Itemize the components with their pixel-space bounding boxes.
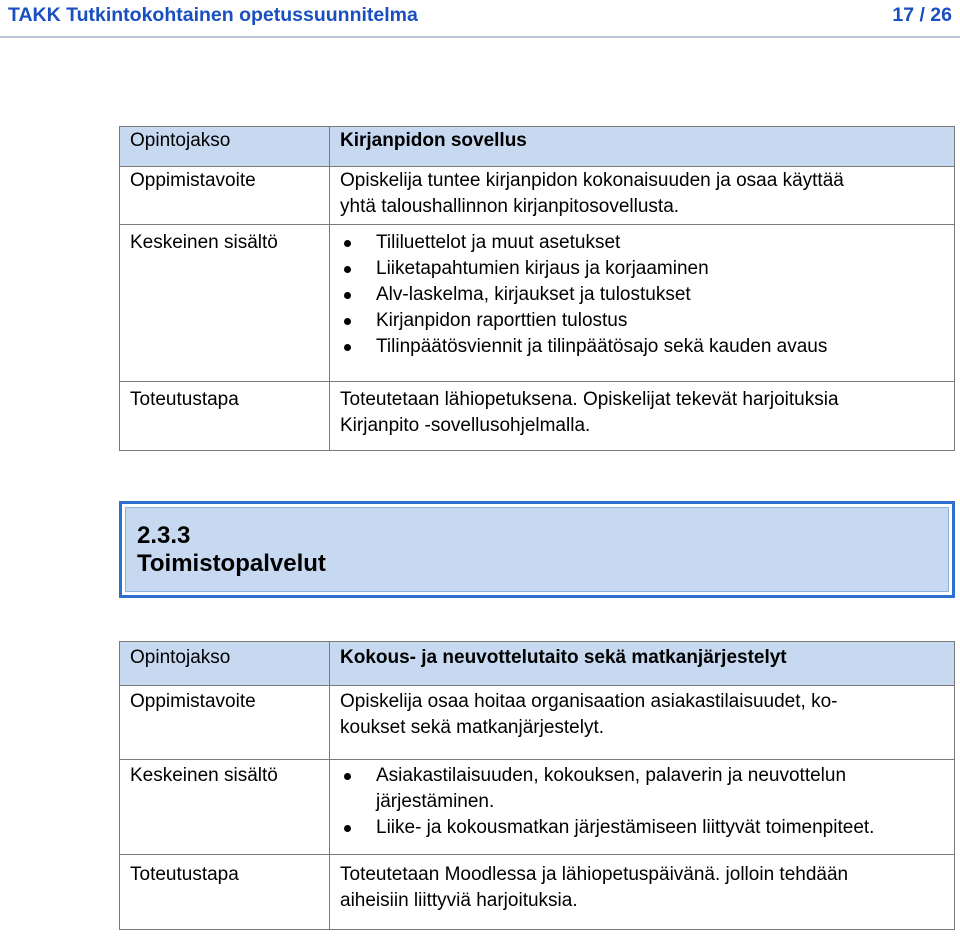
method-text <box>330 855 955 930</box>
list-item: Kirjanpidon raporttien tulostus <box>340 308 944 334</box>
content-list <box>340 230 944 360</box>
list-item: Liiketapahtumien kirjaus ja korjaaminen <box>340 256 944 282</box>
content-list-cell <box>330 760 955 855</box>
course-label: Opintojakso <box>120 127 330 167</box>
list-item: Alv-laskelma, kirjaukset ja tulostukset <box>340 282 944 308</box>
content-row <box>120 225 955 382</box>
method-row <box>120 855 955 930</box>
content-label: Keskeinen sisältö <box>120 760 330 855</box>
goal-label: Oppimistavoite <box>120 167 330 225</box>
goal-text <box>330 167 955 225</box>
section-number: 2.3.3 <box>137 522 191 549</box>
course-row <box>120 127 955 167</box>
method-label: Toteutustapa <box>120 855 330 930</box>
course-name: Kirjanpidon sovellus <box>330 127 955 167</box>
method-line: Kirjanpito -sovellusohjelmalla. <box>340 415 591 436</box>
course-label: Opintojakso <box>120 642 330 686</box>
method-line: Toteutetaan lähiopetuksena. Opiskelijat tekevät harjoituksia <box>340 389 839 410</box>
content-label: Keskeinen sisältö <box>120 225 330 382</box>
page-number: 17 / 26 <box>892 4 952 26</box>
method-line: Toteutetaan Moodlessa ja lähiopetuspäivänä. jolloin tehdään <box>340 864 849 885</box>
list-item: Tililuettelot ja muut asetukset <box>340 230 944 256</box>
content-list-cell <box>330 225 955 382</box>
course-table-kokous-ja-neuvottelutaito <box>119 641 955 930</box>
list-item: Asiakastilaisuuden, kokouksen, palaverin ja neuvottelun järjestäminen. <box>340 763 944 815</box>
method-label: Toteutustapa <box>120 382 330 451</box>
course-table-kirjanpidon-sovellus <box>119 126 955 451</box>
method-row <box>120 382 955 451</box>
goal-line: Opiskelija osaa hoitaa organisaation asiakastilaisuudet, ko- <box>340 691 838 712</box>
document-title: TAKK Tutkintokohtainen opetussuunnitelma <box>8 4 418 26</box>
goal-text <box>330 686 955 760</box>
goal-row <box>120 686 955 760</box>
course-name: Kokous- ja neuvottelutaito sekä matkanjärjestelyt <box>330 642 955 686</box>
course-row <box>120 642 955 686</box>
list-item: Liike- ja kokousmatkan järjestämiseen liittyvät toimenpiteet. <box>340 815 944 841</box>
goal-line: koukset sekä matkanjärjestelyt. <box>340 717 605 738</box>
method-text <box>330 382 955 451</box>
goal-row <box>120 167 955 225</box>
content-row <box>120 760 955 855</box>
goal-label: Oppimistavoite <box>120 686 330 760</box>
page-header <box>8 4 952 28</box>
method-line: aiheisiin liittyviä harjoituksia. <box>340 890 578 911</box>
goal-line: yhtä taloushallinnon kirjanpitosovellusta. <box>340 196 680 217</box>
section-heading-fill <box>125 507 949 592</box>
goal-line: Opiskelija tuntee kirjanpidon kokonaisuuden ja osaa käyttää <box>340 170 844 191</box>
section-heading-box <box>119 501 955 598</box>
header-divider <box>0 36 960 38</box>
section-title: Toimistopalvelut <box>137 550 326 577</box>
list-item: Tilinpäätösviennit ja tilinpäätösajo sekä kauden avaus <box>340 334 944 360</box>
content-list <box>340 763 944 841</box>
